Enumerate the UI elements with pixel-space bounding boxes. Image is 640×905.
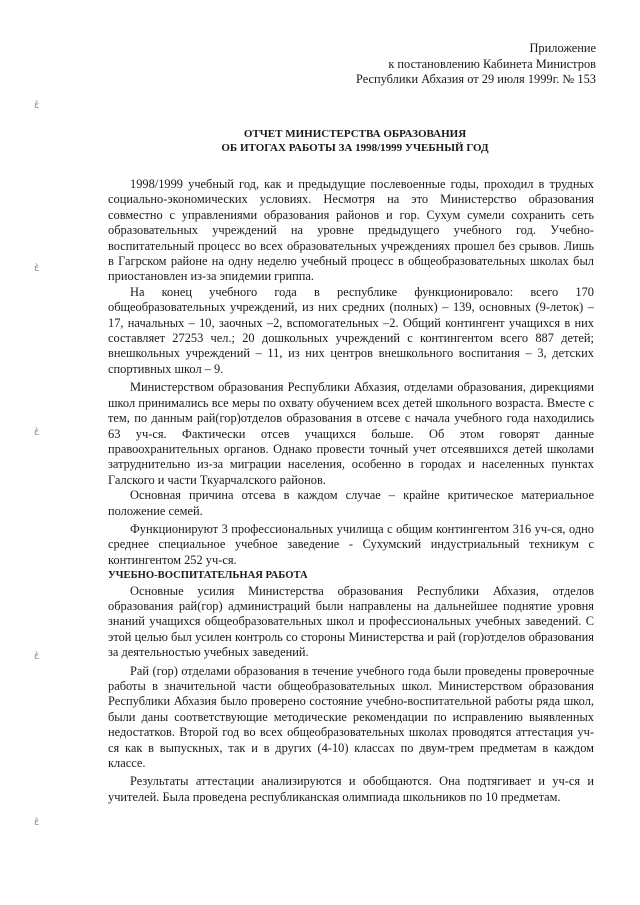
header-line: Республики Абхазия от 29 июля 1999г. № 153 xyxy=(355,72,596,86)
paragraph: Функционируют 3 профессиональных училища с общим контингентом 316 уч-ся, одно среднее специальное учебное заведение - Сухумский индустриальный техникум с контингентом 252 уч-ся. xyxy=(108,521,594,567)
paragraph: Министерством образования Республики Абхазия, отделами образования, дирекциями школ принимались все меры по охвату обучением всех детей школьного возраста. Вместе с тем, по данным рай(гор)отделов образования в отсеве с начала учебного года находились 63 уч-ся. Фактически отсев учащихся больше. Об этом говорят данные правоохранительных органов. Однако провести точный учет отсеявшихся детей школами затруднительно из-за миграции населения, особенно в городах и населенных пунктах Галского и части Ткуарчалского районов. xyxy=(108,380,594,487)
paragraph: Основная причина отсева в каждом случае – крайне критическое материальное положение семей. xyxy=(108,488,594,518)
binding-hole-mark: ɛ̀ xyxy=(34,817,40,828)
section-heading: УЧЕБНО-ВОСПИТАТЕЛЬНАЯ РАБОТА xyxy=(108,570,308,582)
binding-hole-mark: ɛ̀ xyxy=(34,263,40,274)
title-line: ОТЧЕТ МИНИСТЕРСТВА ОБРАЗОВАНИЯ xyxy=(243,128,467,140)
paragraph: Рай (гор) отделами образования в течение учебного года были проведены проверочные работы в значительной части общеобразовательных школ. Министерством образования Республики Абхазия было проверено состояние учебно-воспитательной работы ряда школ, были даны соответствующие методические рекомендации по исправлению выявленных недостатков. Второй год во всех общеобразовательных школах проводятся аттестация уч-ся как в выпускных, так и в других (4-10) классах по двум-трем предметам в каждом классе. xyxy=(108,663,594,771)
header-line: Приложение xyxy=(529,41,596,55)
paragraph: На конец учебного года в республике функционировало: всего 170 общеобразовательных учреждений, из них средних (полных) – 139, основных (9-леток) – 17, начальных – 10, заочных –2, вспомогательных –2. Общий контингент учащихся в них составляет 27253 чел.; 20 дошкольных учреждений с контингентом всего 887 детей; внешкольных учреждений – 11, из них центров внешкольного воспитания – 3, детских спортивных школ – 9. xyxy=(108,284,594,376)
binding-hole-mark: ɛ̀ xyxy=(34,100,40,111)
paragraph: 1998/1999 учебный год, как и предыдущие послевоенные годы, проходил в трудных социально-экономических условиях. Несмотря на это Министерство образования совместно с управлениями образования районов и гор. Сухум сумели сохранить сеть образовательных учреждений на уровне предыдущего учебного год. Учебно-воспитательный процесс во всех образовательных учреждениях прошел без срывов. Лишь в Гагрском районе на одну неделю учебный процесс в общеобразовательных школах был приостановлен из-за эпидемии гриппа. xyxy=(108,177,594,284)
binding-hole-mark: ɛ̀ xyxy=(34,427,40,438)
paragraph: Результаты аттестации анализируются и обобщаются. Она подтягивает и уч-ся и учителей. Была проведена республиканская олимпиада школьников по 10 предметам. xyxy=(108,774,594,804)
report-body xyxy=(108,177,594,805)
title-line: ОБ ИТОГАХ РАБОТЫ ЗА 1998/1999 УЧЕБНЫЙ ГОД xyxy=(221,142,489,154)
paragraph: Основные усилия Министерства образования Республики Абхазия, отделов образования рай(гор) администраций были направлены на дальнейшее поднятие уровня знаний учащихся общеобразовательных школ и профессиональных учебных заведений. С этой целью был усилен контроль со стороны Министерства и рай (гор)отделов образования за деятельностью учебных заведений. xyxy=(108,583,594,660)
report-title xyxy=(0,127,640,155)
appendix-header xyxy=(356,41,596,88)
header-line: к постановлению Кабинета Министров xyxy=(388,56,596,71)
binding-hole-mark: ɛ̀ xyxy=(34,651,40,662)
